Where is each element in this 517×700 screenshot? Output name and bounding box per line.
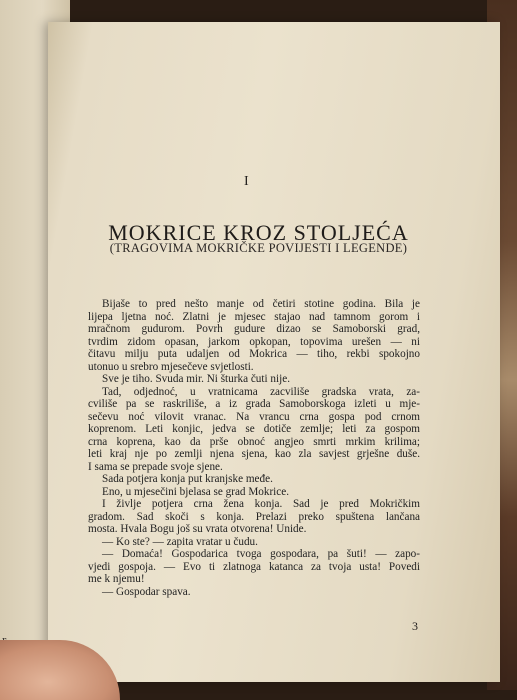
text-line: me k njemu! [88,573,145,585]
text-line: Sada potjera konja put kranjske međe. [102,473,273,485]
text-line: vjedi gospoja. — Evo ti zlatnoga katanca za tvoja usta! Povedi [88,560,420,573]
text-line: Eno, u mjesečini bjelasa se grad Mokrice. [102,485,290,498]
chapter-title: MOKRICE KROZ STOLJEĆA [108,219,409,245]
text-line: Bijaše to pred nešto manje od četiri stotine godina. Bila je [102,298,420,310]
text-line: sečevu noć vilovit vranac. Na vrancu crna gospa pod crnom [88,410,420,423]
text-line: gradom. Sad skoči s konja. Prelazi preko spuštena lančana [88,510,420,523]
text-line: Sve je tiho. Svuda mir. Ni šturka čuti nije. [102,373,290,385]
text-line: crna koprena, kao da prše obnoć angjeo smrti mrkim krilima; [88,435,420,448]
text-line: I življe potjera crna žena konja. Sad je pred Mokričkim [102,498,420,510]
page-number: 3 [412,619,418,633]
text-line: I sama se prepade svoje sjene. [88,460,223,473]
text-line: utonuo u srebro mjesečeve svjetlosti. [88,360,254,373]
text-line: — Gospodar spava. [102,585,191,598]
body-text [88,298,420,598]
text-line: — Domaća! Gospodarica tvoga gospodara, pa šuti! — zapo- [102,548,420,560]
text-line: mračnom gudurom. Povrh gudure dizao se Samoborski grad, [88,323,420,335]
text-line: Tad, odjednoć, u vratnicama zacviliše gradska vrata, za- [102,385,420,398]
text-line: lijepa ljetna noć. Zlatni je mjesec stajao nad tamnom gorom i [88,310,420,323]
text-line: koprenom. Leti konjic, jedva se dotiče zemlje; leti za gospom [88,423,420,435]
text-line: leti kraj nje po zemlji njena sjena, kao zla savjest grješne duše. [88,448,420,460]
chapter-number: I [244,174,249,189]
text-line: — Ko ste? — zapita vratar u čudu. [102,535,258,548]
text-line: tvrdim zidom opasan, jarkom opkopan, topovima urešen — ni [88,335,420,348]
text-line: mosta. Hvala Bogu još su vrata otvorena! Unide. [88,523,307,535]
chapter-subtitle: (TRAGOVIMA MOKRIČKE POVIJESTI I LEGENDE) [109,241,408,255]
text-line: cviliše pa se raskriliše, a iz grada Samoborskoga izleti u mje- [88,398,420,410]
text-line: čitavu milju puta udaljen od Mokrica — tiho, rekbi spokojno [88,348,420,360]
